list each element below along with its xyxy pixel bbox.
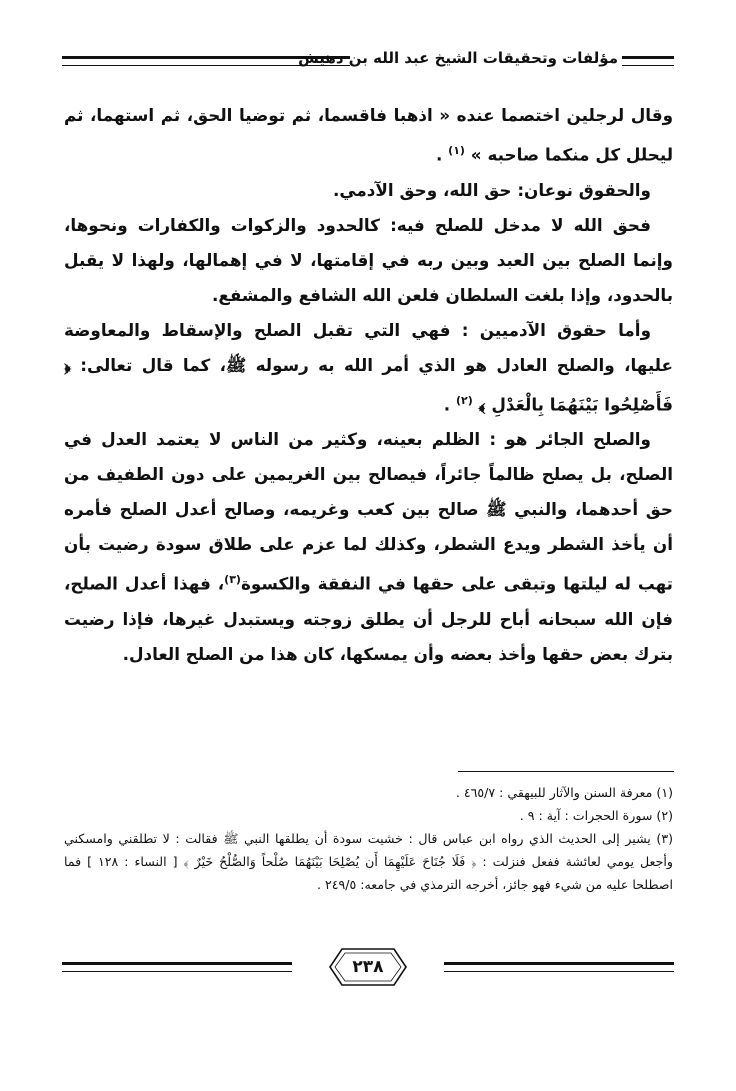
paragraph-2: والحقوق نوعان: حق الله، وحق الآدمي.: [333, 179, 651, 200]
footnote-separator: [458, 771, 674, 772]
body-text: [64, 98, 673, 672]
page-number: ٢٣٨: [352, 957, 384, 977]
page-footer: [62, 945, 674, 991]
quran-verse: ﴿ فَأَصْلِحُوا بَيْنَهُمَا بِالْعَدْلِ ﴾: [64, 354, 673, 415]
footer-rule-right: [444, 962, 674, 972]
paragraph-1: [64, 98, 673, 173]
page-number-badge: [328, 947, 408, 987]
footnote-ref-1: (١): [448, 144, 465, 157]
paragraph-5: [64, 422, 673, 672]
paragraph-1-text: وقال لرجلين اختصما عنده « اذهبا فاقسما، ثم توضيا الحق، ثم استهما، ثم ليحلل كل منكما صاحبه »: [64, 105, 673, 165]
footnotes: [64, 781, 673, 896]
footnote-ref-3: (٣): [224, 573, 241, 587]
paragraph-4: [64, 313, 673, 423]
running-header: [62, 44, 674, 72]
paragraph-3: فحق الله لا مدخل للصلح فيه: كالحدود والزكوات والكفارات ونحوها، وإنما الصلح بين العبد وبين ربه في إقامتها، لا في إهمالها، ولهذا لا يقبل بالحدود، وإذا بلغت السلطان فلعن الله الشافع والمشفع.: [64, 214, 673, 305]
header-rule-right: [622, 56, 674, 66]
paragraph-5-tail: ، فهذا أعدل الصلح، فإن الله سبحانه أباح للرجل أن يطلق زوجته ويستبدل غيرها، فإذا رضيت بترك بعض حقها وأخذ بعضه وأن يمسكها، كان هذا من الصلح العادل.: [64, 573, 673, 664]
paragraph-4-text: وأما حقوق الآدميين : فهي التي تقبل الصلح والإسقاط والمعاوضة عليها، والصلح العادل هو الذي أمر الله به رسوله ﷺ، كما قال تعالى:: [64, 319, 673, 375]
header-title: مؤلفات وتحقيقات الشيخ عبد الله بن دهيش: [298, 49, 618, 67]
footnote-2: (٢) سورة الحجرات : آية : ٩ .: [519, 808, 673, 823]
footnote-1: (١) معرفة السنن والآثار للبيهقي : ٤٦٥/٧ .: [455, 785, 673, 800]
paragraph-4-tail: .: [443, 394, 456, 415]
paragraph-1-tail: .: [435, 144, 449, 165]
footer-rule-left: [62, 962, 292, 972]
paragraph-5-text: والصلح الجائر هو : الظلم بعينه، وكثير من الناس لا يعتمد العدل في الصلح، بل يصلح ظالماً جائراً، فيصالح بين الغريمين على دون الطفيف من حق أحدهما، والنبي ﷺ صالح بين كعب وغريمه، وصالح أعدل الصلح فأمره أن يأخذ الشطر ويدع الشطر، وكذلك لما عزم على طلاق سودة رضيت بأن تهب له ليلتها وتبقى على حقها في النفقة والكسوة: [64, 429, 673, 594]
footnote-ref-2: (٢): [455, 393, 473, 407]
footnote-3: (٣) يشير إلى الحديث الذي رواه ابن عباس قال : خشيت سودة أن يطلقها النبي ﷺ فقالت : لا تطلقني وامسكني وأجعل يومي لعائشة ففعل فنزلت : ﴿ فَلَا جُنَاحَ عَلَيْهِمَا أَن يُصْلِحَا بَيْنَهُمَا صُلْحاً وَالصُّلْحُ خَيْرٌ ﴾ [ النساء : ١٢٨ ] فما اصطلحا عليه من شيء فهو جائز، أخرجه الترمذي في جامعه: ٢٤٩/٥ .: [64, 831, 674, 892]
